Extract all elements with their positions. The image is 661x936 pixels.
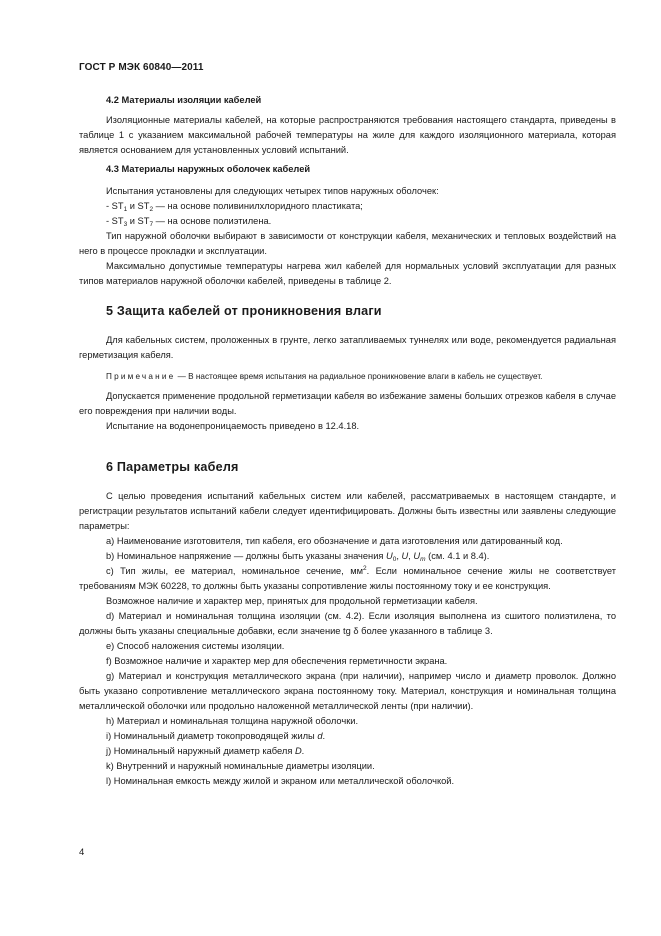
paragraph: С целью проведения испытаний кабельных систем или кабелей, рассматриваемых в настоящем стандарте, и регистрации результатов испытаний кабели следует идентифицировать. Должны быть известны или заявлены следующие параметры: (79, 491, 616, 531)
list-item: i) Номинальный диаметр токопроводящей жилы d. (106, 731, 326, 741)
list-item: - $ST_3$ и $ST_7$ — на основе полиэтилена. (106, 216, 272, 228)
page-number: 4 (79, 847, 85, 858)
list-item: e) Способ наложения системы изоляции. (106, 641, 285, 651)
section-heading: 5 Защита кабелей от проникновения влаги (106, 304, 382, 318)
paragraph: Допускается применение продольной герметизации кабеля во избежание замены больших отрезков кабеля в случае его повреждения при наличии воды. (79, 391, 616, 416)
standard-header: ГОСТ Р МЭК 60840—2011 (79, 62, 204, 73)
list-item: h) Материал и номинальная толщина наружной оболочки. (106, 716, 359, 726)
paragraph: Изоляционные материалы кабелей, на которые распространяются требования настоящего стандарта, приведены в таблице 1 с указанием максимальной рабочей температуры на жиле для каждого изоляционного материала, которая является основанием для установленных условий испытаний. (79, 115, 616, 155)
paragraph: Для кабельных систем, проложенных в грунте, легко затапливаемых туннелях или воде, рекомендуется радиальная герметизация кабеля. (79, 335, 616, 360)
paragraph: Возможное наличие и характер мер, принятых для продольной герметизации кабеля. (106, 596, 478, 606)
section-heading: 4.3 Материалы наружных оболочек кабелей (106, 164, 311, 174)
section-4-2 (79, 93, 616, 158)
paragraph: Максимально допустимые температуры нагрева жил кабелей для нормальных условий эксплуатации для разных типов материалов наружной оболочки кабелей, приведены в таблице 2. (79, 261, 616, 286)
section-heading: 6 Параметры кабеля (106, 460, 239, 474)
list-item: j) Номинальный наружный диаметр кабеля D. (106, 746, 305, 756)
note: Примечание — В настоящее время испытания на радиальное проникновение влаги в кабель не существует. (106, 372, 543, 381)
section-4-3 (79, 162, 616, 289)
list-item: k) Внутренний и наружный номинальные диаметры изоляции. (106, 761, 375, 771)
list-item: c) Тип жилы, ее материал, номинальное сечение, $мм^2$. Если номинальное сечение жилы не соответствует требованиям МЭК 60228, то должны быть указаны сопротивление жилы постоянному току и ее конструкция. (79, 565, 616, 591)
list-item: - $ST_1$ и $ST_2$ — на основе поливинилхлоридного пластиката; (106, 201, 363, 213)
section-5 (79, 303, 616, 434)
section-heading: 4.2 Материалы изоляции кабелей (106, 95, 262, 105)
list-item: l) Номинальная емкость между жилой и экраном или металлической оболочкой. (106, 776, 455, 786)
paragraph: Испытание на водонепроницаемость приведено в 12.4.18. (106, 421, 360, 431)
list-item: d) Материал и номинальная толщина изоляции (см. 4.2). Если изоляция выполнена из сшитого полиэтилена, то должны быть указаны специальные добавки, если значение tg δ более указанного в таблице 3. (79, 611, 616, 636)
list-item: a) Наименование изготовителя, тип кабеля, его обозначение и дата изготовления или датированный код. (106, 536, 563, 546)
paragraph: Испытания установлены для следующих четырех типов наружных оболочек: (106, 186, 439, 196)
list-item: f) Возможное наличие и характер мер для обеспечения герметичности экрана. (106, 656, 448, 666)
list-item: b) Номинальное напряжение — должны быть указаны значения $U_0$, U, $U_m$ (см. 4.1 и 8.4). (106, 551, 490, 563)
list-item: g) Материал и конструкция металлического экрана (при наличии), например число и диаметр проволок. Должно быть указано сопротивление металлического экрана постоянному току. Материал, конструкция и номинальная толщина металлической оболочки или продольно наложенной металлической ленты (при наличии). (79, 671, 616, 711)
section-6 (79, 459, 616, 789)
paragraph: Тип наружной оболочки выбирают в зависимости от конструкции кабеля, механических и тепловых воздействий на него в процессе прокладки и эксплуатации. (79, 231, 616, 256)
